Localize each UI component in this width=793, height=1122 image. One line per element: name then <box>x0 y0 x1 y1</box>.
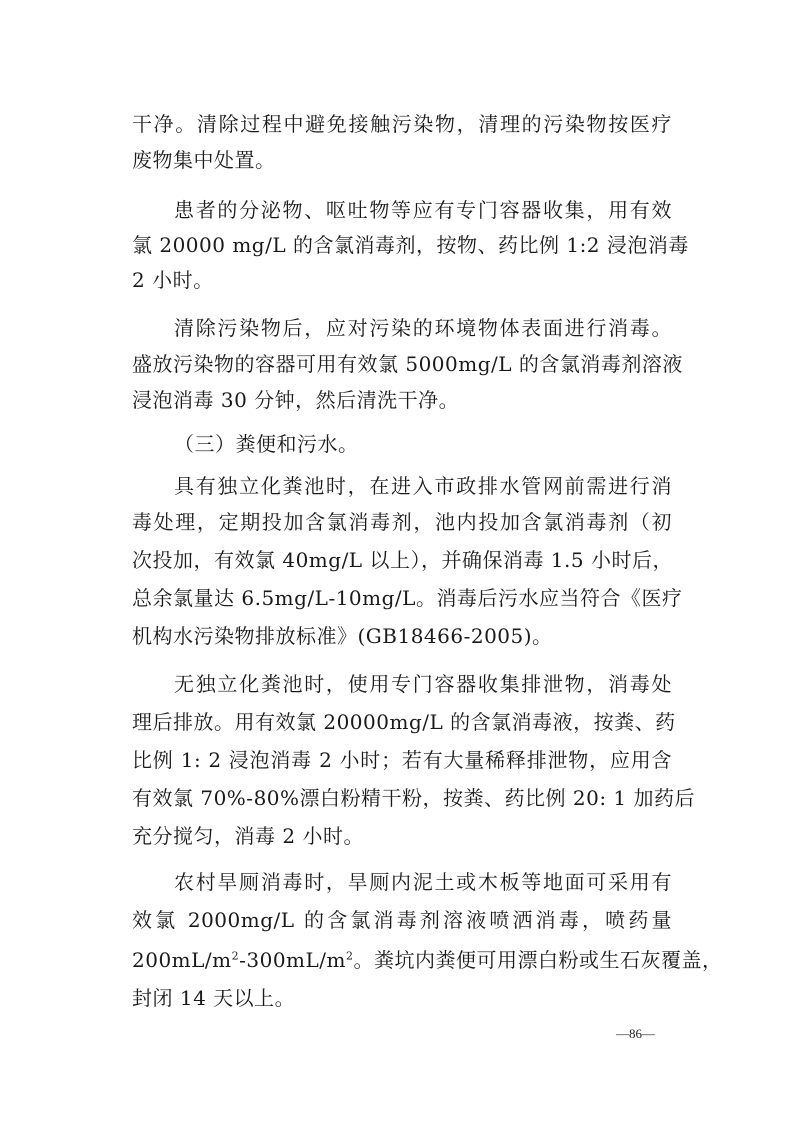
text-line: 理后排放。用有效氯 20000mg/L 的含氯消毒液，按粪、药 <box>132 710 676 734</box>
text-line: 氯 20000 mg/L 的含氯消毒剂，按物、药比例 1:2 浸泡消毒 <box>132 233 689 257</box>
text-line: 机构水污染物排放标准》(GB18466-2005)。 <box>132 624 553 648</box>
text-line: 次投加，有效氯 40mg/L 以上），并确保消毒 1.5 小时后， <box>132 548 673 572</box>
text-line: 2 小时。 <box>132 268 214 292</box>
text-line: 干净。清除过程中避免接触污染物，清理的污染物按医疗 <box>132 112 672 136</box>
text-line: 充分搅匀，消毒 2 小时。 <box>132 824 364 848</box>
text-line: 盛放污染物的容器可用有效氯 5000mg/L 的含氯消毒剂溶液 <box>132 352 683 376</box>
text-line: 清除污染物后，应对污染的环境物体表面进行消毒。 <box>174 316 672 340</box>
text-line: 农村旱厕消毒时，旱厕内泥土或木板等地面可采用有 <box>174 870 672 894</box>
text-line: 无独立化粪池时，使用专门容器收集排泄物，消毒处 <box>174 672 672 696</box>
page-number: —86— <box>616 1026 655 1041</box>
text-line: 有效氯 70%-80%漂白粉精干粉，按粪、药比例 20: 1 加药后 <box>132 786 696 810</box>
text-run: 200mL/m <box>132 948 232 972</box>
superscript: 2 <box>346 949 354 963</box>
text-line: 效氯 2000mg/L 的含氯消毒剂溶液喷洒消毒，喷药量 <box>132 908 672 932</box>
text-line: 浸泡消毒 30 分钟，然后清洗干净。 <box>132 388 460 412</box>
text-line: 比例 1: 2 浸泡消毒 2 小时；若有大量稀释排泄物，应用含 <box>132 748 672 772</box>
text-line: 毒处理，定期投加含氯消毒剂，池内投加含氯消毒剂（初 <box>132 510 672 534</box>
text-line: 总余氯量达 6.5mg/L-10mg/L。消毒后污水应当符合《医疗 <box>132 586 683 610</box>
section-heading: （三）粪便和污水。 <box>174 432 359 456</box>
text-line <box>132 946 723 974</box>
text-line: 患者的分泌物、呕吐物等应有专门容器收集，用有效 <box>174 198 672 222</box>
superscript: 2 <box>231 949 240 963</box>
text-line: 废物集中处置。 <box>132 148 276 172</box>
text-run: 。粪坑内粪便可用漂白粉或生石灰覆盖， <box>353 948 723 972</box>
text-line: 具有独立化粪池时，在进入市政排水管网前需进行消 <box>174 474 672 498</box>
text-line: 封闭 14 天以上。 <box>132 986 296 1010</box>
text-run: -300mL/m <box>239 948 347 972</box>
